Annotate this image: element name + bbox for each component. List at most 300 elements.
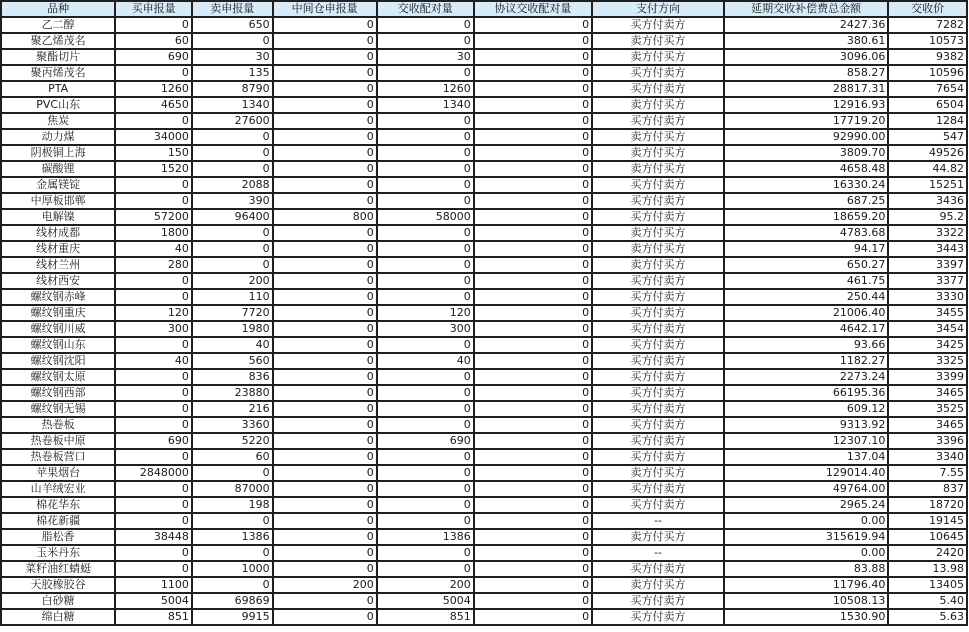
buy-declared-cell: 0 [116, 514, 191, 528]
matched-cell: 0 [378, 114, 473, 128]
compensation-total-cell: 17719.20 [725, 114, 887, 128]
buy-declared-cell: 0 [116, 450, 191, 464]
agreement-matched-cell: 0 [475, 194, 591, 208]
agreement-matched-cell: 0 [475, 210, 591, 224]
matched-cell: 0 [378, 450, 473, 464]
settlement-price-cell: 10596 [889, 66, 966, 80]
intermediate-declared-cell: 0 [274, 546, 376, 560]
variety-cell: 乙二醇 [2, 18, 114, 32]
settlement-price-cell: 3377 [889, 274, 966, 288]
buy-declared-cell: 5004 [116, 594, 191, 608]
agreement-matched-cell: 0 [475, 226, 591, 240]
matched-cell: 0 [378, 338, 473, 352]
compensation-total-cell: 3096.06 [725, 50, 887, 64]
table-row [2, 546, 966, 560]
sell-declared-cell: 200 [193, 274, 272, 288]
sell-declared-cell: 0 [193, 226, 272, 240]
matched-cell: 0 [378, 402, 473, 416]
sell-declared-cell: 560 [193, 354, 272, 368]
settlement-price-cell: 3399 [889, 370, 966, 384]
settlement-price-cell: 7.55 [889, 466, 966, 480]
matched-cell: 0 [378, 66, 473, 80]
intermediate-declared-cell: 0 [274, 530, 376, 544]
variety-cell: 热卷板中原 [2, 434, 114, 448]
variety-cell: 螺纹钢山东 [2, 338, 114, 352]
agreement-matched-cell: 0 [475, 594, 591, 608]
matched-cell: 120 [378, 306, 473, 320]
settlement-price-cell: 547 [889, 130, 966, 144]
intermediate-declared-cell: 0 [274, 514, 376, 528]
variety-cell: 电解镍 [2, 210, 114, 224]
compensation-total-cell: 12307.10 [725, 434, 887, 448]
col-header-payment-direction: 支付方向 [593, 2, 723, 16]
matched-cell: 690 [378, 434, 473, 448]
agreement-matched-cell: 0 [475, 66, 591, 80]
table-row [2, 402, 966, 416]
sell-declared-cell: 87000 [193, 482, 272, 496]
agreement-matched-cell: 0 [475, 578, 591, 592]
intermediate-declared-cell: 0 [274, 146, 376, 160]
variety-cell: 金属镁锭 [2, 178, 114, 192]
compensation-total-cell: 461.75 [725, 274, 887, 288]
table-row [2, 386, 966, 400]
agreement-matched-cell: 0 [475, 434, 591, 448]
col-header-agreement-matched: 协议交收配对量 [475, 2, 591, 16]
payment-direction-cell: 买方付卖方 [593, 66, 723, 80]
compensation-total-cell: 315619.94 [725, 530, 887, 544]
buy-declared-cell: 1260 [116, 82, 191, 96]
buy-declared-cell: 851 [116, 610, 191, 624]
buy-declared-cell: 0 [116, 114, 191, 128]
agreement-matched-cell: 0 [475, 402, 591, 416]
variety-cell: 螺纹钢川威 [2, 322, 114, 336]
matched-cell: 0 [378, 226, 473, 240]
payment-direction-cell: 买方付卖方 [593, 322, 723, 336]
matched-cell: 0 [378, 34, 473, 48]
compensation-total-cell: 18659.20 [725, 210, 887, 224]
payment-direction-cell: 买方付卖方 [593, 498, 723, 512]
settlement-price-cell: 3454 [889, 322, 966, 336]
matched-cell: 0 [378, 418, 473, 432]
table-row [2, 434, 966, 448]
table-row [2, 66, 966, 80]
sell-declared-cell: 5220 [193, 434, 272, 448]
payment-direction-cell: 买方付卖方 [593, 306, 723, 320]
matched-cell: 0 [378, 258, 473, 272]
sell-declared-cell: 1340 [193, 98, 272, 112]
buy-declared-cell: 280 [116, 258, 191, 272]
buy-declared-cell: 38448 [116, 530, 191, 544]
compensation-total-cell: 250.44 [725, 290, 887, 304]
compensation-total-cell: 2427.36 [725, 18, 887, 32]
compensation-total-cell: 28817.31 [725, 82, 887, 96]
variety-cell: 天胶橡胶谷 [2, 578, 114, 592]
variety-cell: 棉花新疆 [2, 514, 114, 528]
variety-cell: 碳酸锂 [2, 162, 114, 176]
agreement-matched-cell: 0 [475, 290, 591, 304]
buy-declared-cell: 60 [116, 34, 191, 48]
settlement-price-cell: 13405 [889, 578, 966, 592]
table-row [2, 178, 966, 192]
intermediate-declared-cell: 0 [274, 610, 376, 624]
matched-cell: 0 [378, 466, 473, 480]
compensation-total-cell: 0.00 [725, 546, 887, 560]
matched-cell: 1386 [378, 530, 473, 544]
agreement-matched-cell: 0 [475, 338, 591, 352]
table-row [2, 354, 966, 368]
agreement-matched-cell: 0 [475, 450, 591, 464]
payment-direction-cell: 买方付卖方 [593, 610, 723, 624]
intermediate-declared-cell: 0 [274, 82, 376, 96]
sell-declared-cell: 60 [193, 450, 272, 464]
sell-declared-cell: 3360 [193, 418, 272, 432]
settlement-price-cell: 3443 [889, 242, 966, 256]
variety-cell: 聚酯切片 [2, 50, 114, 64]
agreement-matched-cell: 0 [475, 114, 591, 128]
intermediate-declared-cell: 0 [274, 306, 376, 320]
variety-cell: 绵白糖 [2, 610, 114, 624]
intermediate-declared-cell: 0 [274, 562, 376, 576]
table-row [2, 50, 966, 64]
agreement-matched-cell: 0 [475, 466, 591, 480]
buy-declared-cell: 0 [116, 546, 191, 560]
compensation-total-cell: 2273.24 [725, 370, 887, 384]
agreement-matched-cell: 0 [475, 274, 591, 288]
table-row [2, 338, 966, 352]
payment-direction-cell: 买方付卖方 [593, 178, 723, 192]
intermediate-declared-cell: 0 [274, 130, 376, 144]
buy-declared-cell: 57200 [116, 210, 191, 224]
compensation-total-cell: 12916.93 [725, 98, 887, 112]
variety-cell: PTA [2, 82, 114, 96]
compensation-total-cell: 83.88 [725, 562, 887, 576]
compensation-total-cell: 9313.92 [725, 418, 887, 432]
intermediate-declared-cell: 0 [274, 114, 376, 128]
sell-declared-cell: 0 [193, 162, 272, 176]
settlement-price-cell: 3397 [889, 258, 966, 272]
compensation-total-cell: 94.17 [725, 242, 887, 256]
sell-declared-cell: 2088 [193, 178, 272, 192]
buy-declared-cell: 1800 [116, 226, 191, 240]
intermediate-declared-cell: 0 [274, 274, 376, 288]
payment-direction-cell: 卖方付买方 [593, 578, 723, 592]
intermediate-declared-cell: 0 [274, 338, 376, 352]
sell-declared-cell: 69869 [193, 594, 272, 608]
matched-cell: 200 [378, 578, 473, 592]
buy-declared-cell: 690 [116, 434, 191, 448]
compensation-total-cell: 4658.48 [725, 162, 887, 176]
variety-cell: 热卷板营口 [2, 450, 114, 464]
variety-cell: 白砂糖 [2, 594, 114, 608]
compensation-total-cell: 16330.24 [725, 178, 887, 192]
variety-cell: 苹果烟台 [2, 466, 114, 480]
settlement-price-cell: 5.63 [889, 610, 966, 624]
intermediate-declared-cell: 0 [274, 242, 376, 256]
matched-cell: 1340 [378, 98, 473, 112]
table-row [2, 274, 966, 288]
payment-direction-cell: 卖方付买方 [593, 162, 723, 176]
payment-direction-cell: 卖方付买方 [593, 530, 723, 544]
buy-declared-cell: 0 [116, 66, 191, 80]
variety-cell: 棉花华东 [2, 498, 114, 512]
table-row [2, 594, 966, 608]
settlement-price-cell: 3325 [889, 354, 966, 368]
payment-direction-cell: 买方付卖方 [593, 338, 723, 352]
table-row [2, 466, 966, 480]
matched-cell: 0 [378, 146, 473, 160]
variety-cell: 菜籽油红蜻蜓 [2, 562, 114, 576]
table-row [2, 34, 966, 48]
payment-direction-cell: 卖方付买方 [593, 50, 723, 64]
variety-cell: 玉米丹东 [2, 546, 114, 560]
compensation-total-cell: 137.04 [725, 450, 887, 464]
payment-direction-cell: 买方付卖方 [593, 434, 723, 448]
settlement-price-cell: 7282 [889, 18, 966, 32]
payment-direction-cell: 买方付卖方 [593, 82, 723, 96]
sell-declared-cell: 1386 [193, 530, 272, 544]
agreement-matched-cell: 0 [475, 146, 591, 160]
buy-declared-cell: 34000 [116, 130, 191, 144]
variety-cell: 阴极铜上海 [2, 146, 114, 160]
variety-cell: 螺纹钢无锡 [2, 402, 114, 416]
sell-declared-cell: 0 [193, 146, 272, 160]
sell-declared-cell: 650 [193, 18, 272, 32]
matched-cell: 0 [378, 162, 473, 176]
intermediate-declared-cell: 0 [274, 258, 376, 272]
table-row [2, 418, 966, 432]
payment-direction-cell: 卖方付买方 [593, 226, 723, 240]
sell-declared-cell: 135 [193, 66, 272, 80]
compensation-total-cell: 4783.68 [725, 226, 887, 240]
payment-direction-cell: 买方付卖方 [593, 354, 723, 368]
buy-declared-cell: 1520 [116, 162, 191, 176]
compensation-total-cell: 11796.40 [725, 578, 887, 592]
intermediate-declared-cell: 0 [274, 402, 376, 416]
payment-direction-cell: 买方付卖方 [593, 402, 723, 416]
col-header-buy-declared: 买申报量 [116, 2, 191, 16]
table-row [2, 514, 966, 528]
compensation-total-cell: 380.61 [725, 34, 887, 48]
variety-cell: 线材西安 [2, 274, 114, 288]
payment-direction-cell: 买方付卖方 [593, 210, 723, 224]
settlement-price-cell: 837 [889, 482, 966, 496]
payment-direction-cell: 买方付卖方 [593, 274, 723, 288]
buy-declared-cell: 0 [116, 482, 191, 496]
compensation-total-cell: 2965.24 [725, 498, 887, 512]
settlement-price-cell: 6504 [889, 98, 966, 112]
table-row [2, 482, 966, 496]
sell-declared-cell: 8790 [193, 82, 272, 96]
table-row [2, 562, 966, 576]
table-row [2, 306, 966, 320]
table-row [2, 130, 966, 144]
sell-declared-cell: 30 [193, 50, 272, 64]
settlement-price-cell: 44.82 [889, 162, 966, 176]
intermediate-declared-cell: 0 [274, 98, 376, 112]
agreement-matched-cell: 0 [475, 258, 591, 272]
variety-cell: 线材成都 [2, 226, 114, 240]
table-body [2, 18, 966, 624]
matched-cell: 0 [378, 242, 473, 256]
agreement-matched-cell: 0 [475, 82, 591, 96]
buy-declared-cell: 0 [116, 338, 191, 352]
variety-cell: 焦炭 [2, 114, 114, 128]
matched-cell: 0 [378, 290, 473, 304]
settlement-price-cell: 13.98 [889, 562, 966, 576]
buy-declared-cell: 1100 [116, 578, 191, 592]
col-header-settlement-price: 交收价 [889, 2, 966, 16]
table-row [2, 610, 966, 624]
payment-direction-cell: 买方付卖方 [593, 482, 723, 496]
compensation-total-cell: 1530.90 [725, 610, 887, 624]
buy-declared-cell: 0 [116, 370, 191, 384]
agreement-matched-cell: 0 [475, 34, 591, 48]
matched-cell: 0 [378, 18, 473, 32]
payment-direction-cell: 买方付卖方 [593, 450, 723, 464]
compensation-total-cell: 129014.40 [725, 466, 887, 480]
matched-cell: 40 [378, 354, 473, 368]
table-row [2, 18, 966, 32]
sell-declared-cell: 198 [193, 498, 272, 512]
compensation-total-cell: 609.12 [725, 402, 887, 416]
agreement-matched-cell: 0 [475, 162, 591, 176]
intermediate-declared-cell: 0 [274, 498, 376, 512]
intermediate-declared-cell: 0 [274, 482, 376, 496]
table-row [2, 578, 966, 592]
compensation-total-cell: 92990.00 [725, 130, 887, 144]
agreement-matched-cell: 0 [475, 18, 591, 32]
compensation-total-cell: 687.25 [725, 194, 887, 208]
col-header-variety: 品种 [2, 2, 114, 16]
intermediate-declared-cell: 0 [274, 370, 376, 384]
compensation-total-cell: 1182.27 [725, 354, 887, 368]
sell-declared-cell: 0 [193, 130, 272, 144]
variety-cell: 螺纹钢西部 [2, 386, 114, 400]
variety-cell: 螺纹钢赤峰 [2, 290, 114, 304]
settlement-price-cell: 3330 [889, 290, 966, 304]
buy-declared-cell: 0 [116, 386, 191, 400]
col-header-intermediate-declared: 中间仓申报量 [274, 2, 376, 16]
intermediate-declared-cell: 0 [274, 194, 376, 208]
buy-declared-cell: 0 [116, 274, 191, 288]
settlement-price-cell: 3340 [889, 450, 966, 464]
table-row [2, 98, 966, 112]
buy-declared-cell: 0 [116, 402, 191, 416]
table-row [2, 82, 966, 96]
table-row [2, 242, 966, 256]
payment-direction-cell: 卖方付买方 [593, 146, 723, 160]
sell-declared-cell: 96400 [193, 210, 272, 224]
settlement-price-cell: 3436 [889, 194, 966, 208]
agreement-matched-cell: 0 [475, 50, 591, 64]
settlement-price-cell: 10573 [889, 34, 966, 48]
variety-cell: 聚乙烯茂名 [2, 34, 114, 48]
payment-direction-cell: 买方付卖方 [593, 194, 723, 208]
agreement-matched-cell: 0 [475, 562, 591, 576]
table-row [2, 258, 966, 272]
compensation-total-cell: 21006.40 [725, 306, 887, 320]
table-row [2, 530, 966, 544]
payment-direction-cell: 买方付卖方 [593, 386, 723, 400]
payment-direction-cell: 卖方付买方 [593, 258, 723, 272]
compensation-total-cell: 650.27 [725, 258, 887, 272]
intermediate-declared-cell: 0 [274, 466, 376, 480]
intermediate-declared-cell: 0 [274, 386, 376, 400]
table-row [2, 114, 966, 128]
buy-declared-cell: 150 [116, 146, 191, 160]
col-header-compensation-total: 延期交收补偿费总金额 [725, 2, 887, 16]
settlement-price-cell: 2420 [889, 546, 966, 560]
settlement-price-cell: 10645 [889, 530, 966, 544]
matched-cell: 0 [378, 370, 473, 384]
settlement-price-cell: 3525 [889, 402, 966, 416]
buy-declared-cell: 0 [116, 18, 191, 32]
settlement-price-cell: 19145 [889, 514, 966, 528]
payment-direction-cell: 买方付卖方 [593, 18, 723, 32]
variety-cell: 线材重庆 [2, 242, 114, 256]
variety-cell: PVC山东 [2, 98, 114, 112]
matched-cell: 0 [378, 546, 473, 560]
payment-direction-cell: 买方付卖方 [593, 594, 723, 608]
intermediate-declared-cell: 0 [274, 226, 376, 240]
intermediate-declared-cell: 0 [274, 18, 376, 32]
matched-cell: 0 [378, 514, 473, 528]
payment-direction-cell: 买方付卖方 [593, 418, 723, 432]
settlement-price-cell: 5.40 [889, 594, 966, 608]
table-row [2, 162, 966, 176]
agreement-matched-cell: 0 [475, 370, 591, 384]
payment-direction-cell: 卖方付买方 [593, 98, 723, 112]
intermediate-declared-cell: 0 [274, 322, 376, 336]
matched-cell: 5004 [378, 594, 473, 608]
sell-declared-cell: 27600 [193, 114, 272, 128]
buy-declared-cell: 4650 [116, 98, 191, 112]
buy-declared-cell: 0 [116, 562, 191, 576]
matched-cell: 300 [378, 322, 473, 336]
sell-declared-cell: 0 [193, 466, 272, 480]
payment-direction-cell: -- [593, 514, 723, 528]
matched-cell: 0 [378, 130, 473, 144]
table-row [2, 498, 966, 512]
sell-declared-cell: 0 [193, 578, 272, 592]
settlement-price-cell: 9382 [889, 50, 966, 64]
table-row [2, 322, 966, 336]
settlement-price-cell: 18720 [889, 498, 966, 512]
intermediate-declared-cell: 0 [274, 450, 376, 464]
compensation-total-cell: 3809.70 [725, 146, 887, 160]
intermediate-declared-cell: 0 [274, 50, 376, 64]
matched-cell: 851 [378, 610, 473, 624]
agreement-matched-cell: 0 [475, 386, 591, 400]
table-row [2, 450, 966, 464]
agreement-matched-cell: 0 [475, 178, 591, 192]
agreement-matched-cell: 0 [475, 498, 591, 512]
table-row [2, 226, 966, 240]
variety-cell: 线材兰州 [2, 258, 114, 272]
buy-declared-cell: 120 [116, 306, 191, 320]
sell-declared-cell: 0 [193, 242, 272, 256]
agreement-matched-cell: 0 [475, 418, 591, 432]
matched-cell: 0 [378, 386, 473, 400]
compensation-total-cell: 49764.00 [725, 482, 887, 496]
intermediate-declared-cell: 0 [274, 594, 376, 608]
variety-cell: 中厚板邯郸 [2, 194, 114, 208]
sell-declared-cell: 0 [193, 34, 272, 48]
agreement-matched-cell: 0 [475, 242, 591, 256]
col-header-sell-declared: 卖申报量 [193, 2, 272, 16]
settlement-price-cell: 3322 [889, 226, 966, 240]
compensation-total-cell: 4642.17 [725, 322, 887, 336]
